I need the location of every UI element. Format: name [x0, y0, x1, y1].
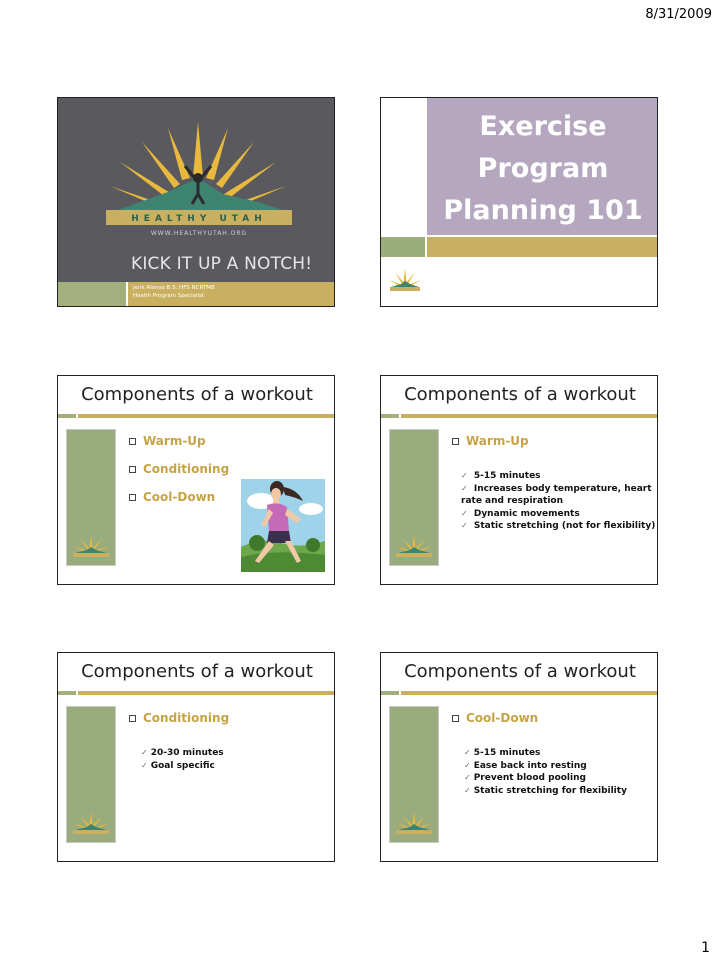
title-rule: [58, 691, 335, 695]
detail-list: [461, 470, 655, 533]
item-text: Increases body temperature, heart: [473, 483, 652, 494]
item-text: Prevent blood pooling: [473, 773, 586, 783]
bullet-cool-down: [129, 490, 215, 504]
list-item: [461, 520, 655, 533]
bullet-label: Cool-Down: [466, 711, 539, 725]
bullet-label: Cool-Down: [143, 490, 216, 504]
logo-text: HEALTHY UTAH: [131, 214, 267, 224]
title-rule-accent: [58, 414, 76, 418]
item-text: Ease back into resting: [473, 760, 587, 771]
square-bullet-icon: [452, 715, 459, 722]
item-text: 20-30 minutes: [150, 748, 224, 758]
check-icon: ✓: [141, 760, 148, 770]
title-rule-accent: [58, 691, 76, 695]
check-icon: ✓: [464, 773, 471, 782]
bullet-label: Conditioning: [143, 711, 230, 725]
bullet-conditioning: [129, 711, 229, 725]
rule-divider: [399, 690, 401, 696]
sun-logo-icon: [67, 808, 115, 838]
slide-title: Components of a workout: [404, 384, 636, 405]
runner-illustration: [241, 479, 325, 572]
list-item: [464, 747, 627, 760]
tagline: KICK IT UP A NOTCH!: [131, 254, 313, 274]
green-band: [58, 282, 126, 307]
list-item: [141, 747, 224, 760]
title-line: Planning 101: [443, 195, 643, 226]
rule-divider: [399, 413, 401, 419]
bullet-cool-down: [452, 711, 538, 725]
presenter-title: Health Program Specialist: [133, 293, 205, 299]
title-rule-accent: [381, 414, 399, 418]
presenter-name: Jenk Alonso B.S. HFS NCRTMB: [133, 285, 215, 291]
slide-title: Components of a workout: [81, 661, 313, 682]
check-icon: ✓: [141, 748, 148, 757]
check-icon: ✓: [464, 760, 471, 770]
title-rule-accent: [381, 691, 399, 695]
bullet-label: Warm-Up: [466, 434, 529, 448]
bullet-warm-up: [452, 434, 529, 448]
check-icon: ✓: [461, 483, 468, 493]
bullet-label: Conditioning: [143, 462, 230, 476]
slide-6-cool-down: [380, 652, 658, 862]
title-rule: [381, 691, 658, 695]
slide-title: Components of a workout: [404, 661, 636, 682]
square-bullet-icon: [129, 715, 136, 722]
title-rule: [58, 414, 335, 418]
bullet-label: Warm-Up: [143, 434, 206, 448]
divider: [381, 235, 658, 237]
check-icon: ✓: [461, 508, 468, 518]
item-text: 5-15 minutes: [473, 471, 541, 481]
bullet-conditioning: [129, 462, 229, 476]
list-item: [141, 760, 224, 773]
square-bullet-icon: [129, 494, 136, 501]
detail-list: [141, 747, 224, 772]
gold-band: [427, 237, 658, 257]
list-item: [461, 495, 655, 508]
item-text: Static stretching (not for flexibility): [473, 521, 656, 531]
title-rule: [381, 414, 658, 418]
item-text: Goal specific: [150, 760, 215, 771]
list-item: [461, 483, 655, 496]
green-block: [381, 237, 425, 257]
slide-5-conditioning: [57, 652, 335, 862]
band-divider: [126, 282, 128, 307]
square-bullet-icon: [129, 466, 136, 473]
list-item: [464, 760, 627, 773]
slide-3-components: [57, 375, 335, 585]
print-date: 8/31/2009: [645, 7, 712, 22]
slide-title: Components of a workout: [81, 384, 313, 405]
item-text: 5-15 minutes: [473, 748, 541, 758]
check-icon: ✓: [461, 471, 468, 480]
item-text: Dynamic movements: [473, 508, 580, 519]
sun-logo-icon: [390, 808, 438, 838]
slide-2-title: [380, 97, 658, 307]
title-line: Program: [477, 153, 609, 184]
page-number: 1: [701, 940, 710, 956]
slide-title: [427, 106, 658, 232]
square-bullet-icon: [129, 438, 136, 445]
sun-logo-icon: [387, 266, 423, 296]
list-item: [464, 785, 627, 798]
item-text: Static stretching for flexibility: [473, 785, 627, 796]
list-item: [461, 508, 655, 521]
check-icon: ✓: [464, 748, 471, 757]
list-item: [464, 772, 627, 785]
check-icon: ✓: [461, 521, 468, 530]
bullet-warm-up: [129, 434, 206, 448]
rule-divider: [76, 413, 78, 419]
detail-list: [464, 747, 627, 797]
item-text: rate and respiration: [461, 496, 564, 506]
check-icon: ✓: [464, 785, 471, 795]
sun-logo-icon: [67, 531, 115, 561]
presenter-info: [133, 284, 215, 300]
slide-4-warm-up: [380, 375, 658, 585]
sun-logo-icon: [390, 531, 438, 561]
rule-divider: [76, 690, 78, 696]
logo-url: WWW.HEALTHYUTAH.ORG: [150, 230, 248, 237]
list-item: [461, 470, 655, 483]
slide-1-title: [57, 97, 335, 307]
title-line: Exercise: [479, 111, 607, 142]
square-bullet-icon: [452, 438, 459, 445]
healthy-utah-logo: [98, 122, 298, 242]
